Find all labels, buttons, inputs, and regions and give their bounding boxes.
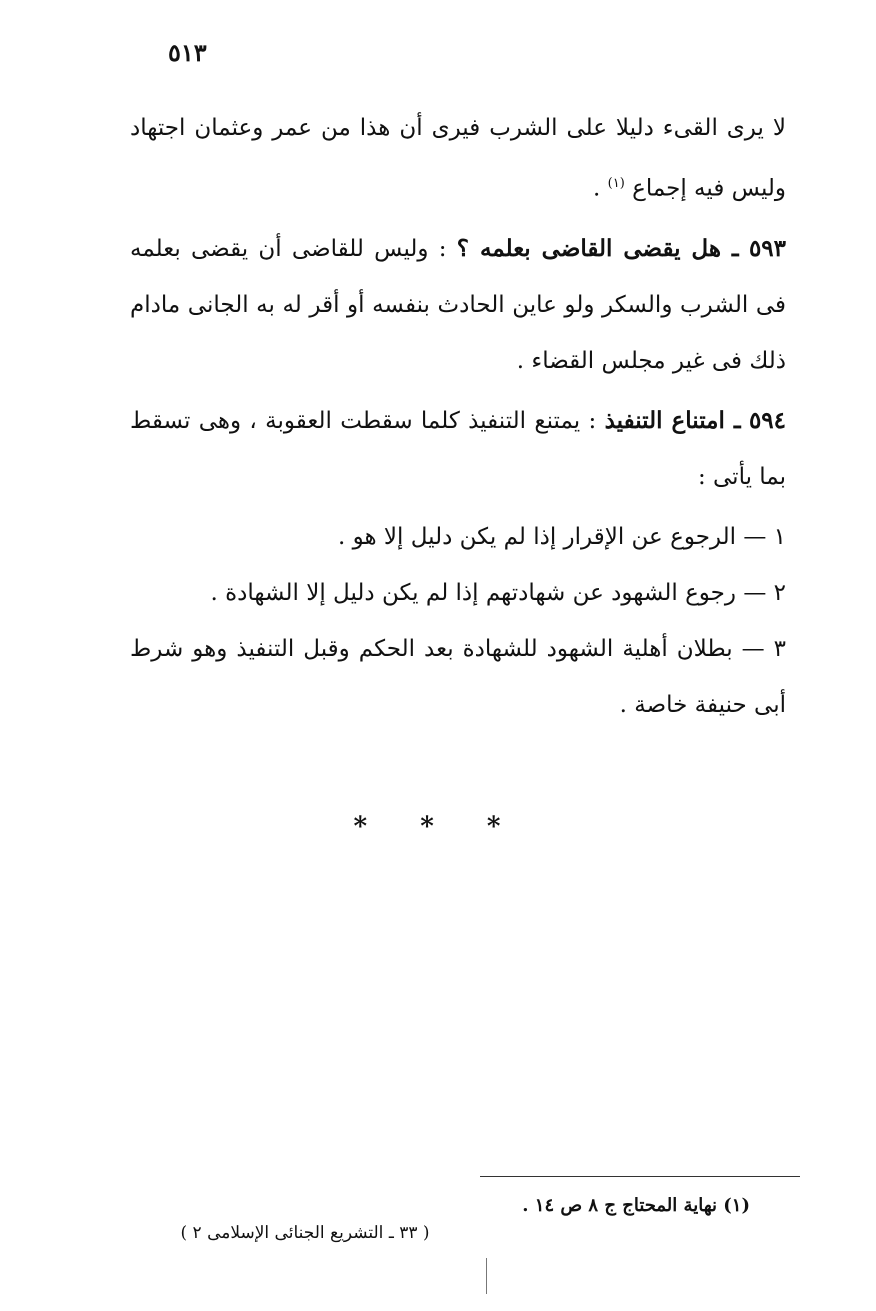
footnote-rule [480,1176,800,1177]
paragraph-heading: ـ امتناع التنفيذ [604,406,741,434]
paragraph-593 [130,221,786,389]
paragraph-number: ٥٩٣ [748,234,787,262]
paragraph-continuation [130,100,786,217]
numbered-list [130,509,786,733]
footnote: (١) نهاية المحتاج ج ٨ ص ١٤ . [522,1195,750,1216]
list-item: ٢ — رجوع الشهود عن شهادتهم إذا لم يكن دليل إلا الشهادة . [210,579,786,606]
gutter-line [486,1258,487,1294]
footnote-reference: (١) [607,176,625,191]
section-separator: * * * [353,812,523,842]
list-item: ١ — الرجوع عن الإقرار إذا لم يكن دليل إلا هو . [337,523,786,550]
paragraph-tail: . [593,175,608,202]
paragraph-594 [130,393,786,505]
paragraph-heading: ـ هل يقضى القاضى بعلمه ؟ [456,234,739,262]
paragraph-text: : وليس للقاضى أن يقضى بعلمه فى الشرب والسكر ولو عاين الحادث بنفسه أو أقر له به الجانى مادام ذلك فى غير مجلس القضاء . [130,235,786,374]
page-number: ٥١٣ [168,38,207,67]
paragraph-text: : يمتنع التنفيذ كلما سقطت العقوبة ، وهى تسقط بما يأتى : [130,407,786,490]
list-item: ٣ — بطلان أهلية الشهود للشهادة بعد الحكم وقبل التنفيذ وهو شرط أبى حنيفة خاصة . [130,635,786,718]
body-text [130,100,786,733]
page-footer: ( ٣٣ ـ التشريع الجنائى الإسلامى ٢ ) [180,1223,430,1243]
paragraph-text: لا يرى القىء دليلا على الشرب فيرى أن هذا من عمر وعثمان اجتهاد وليس فيه إجماع [130,115,786,202]
paragraph-number: ٥٩٤ [748,406,787,434]
